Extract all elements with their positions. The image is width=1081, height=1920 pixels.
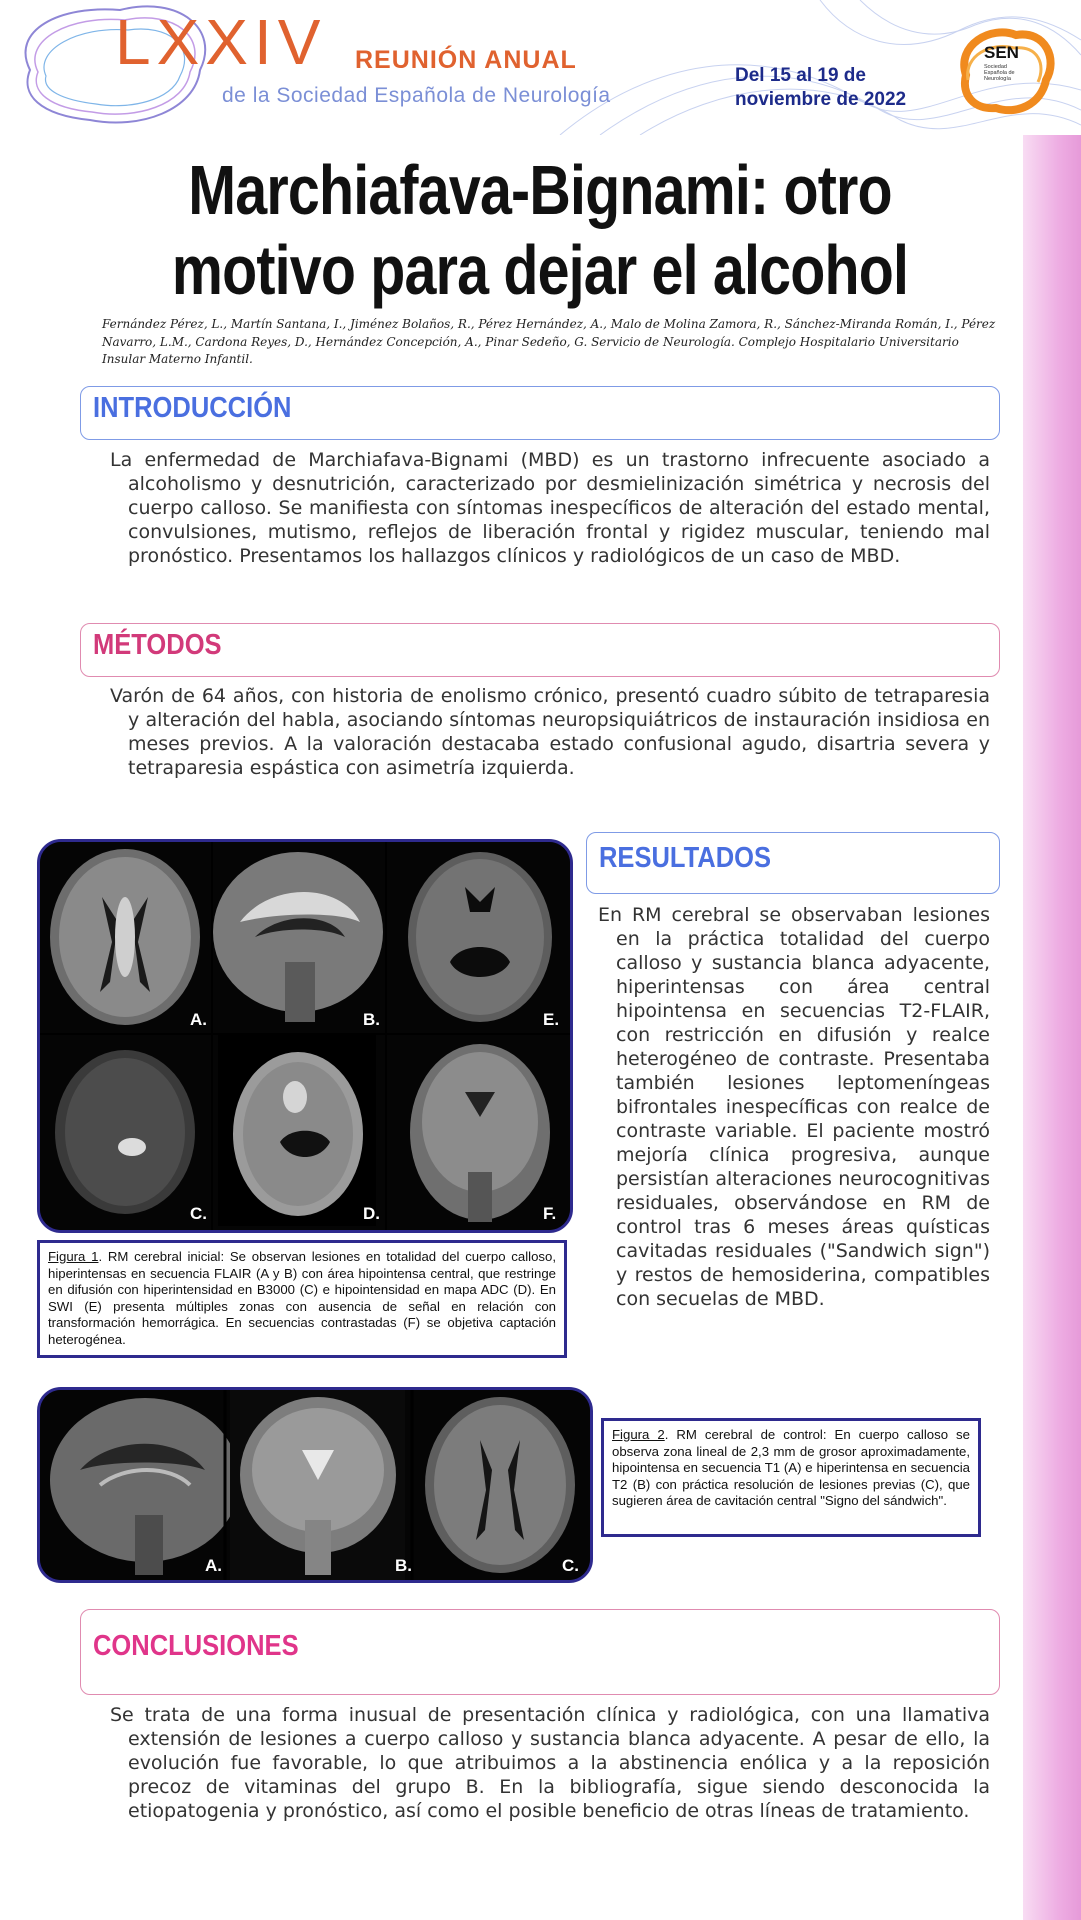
figure-2-label-a: A. bbox=[205, 1556, 222, 1575]
figure-1-caption-label: Figura 1 bbox=[48, 1249, 99, 1264]
decorative-side-strip bbox=[1023, 135, 1081, 1920]
title-line-2: motivo para dejar el alcohol bbox=[171, 231, 909, 309]
results-heading: RESULTADOS bbox=[599, 842, 772, 874]
poster-title bbox=[171, 150, 909, 310]
figure-1-mri-images bbox=[40, 842, 570, 1230]
conclusions-heading: CONCLUSIONES bbox=[93, 1630, 299, 1662]
conference-dates bbox=[735, 64, 906, 112]
conclusions-text: Se trata de una forma inusual de presentación clínica y radiológica, con una llamativa extensión de lesiones a cuerpo calloso y sustancia blanca adyacente. A pesar de ello, la evolución fue favorable, lo que atribuimos a la abstinencia enólica y a la reposición precoz de vitaminas del grupo B. En la bibliografía, sigue siendo desconocida la etiopatogenia y pronóstico, así como el posible beneficio de otras líneas de tratamiento. bbox=[110, 1704, 990, 1822]
sen-logo-subtext: Sociedad Española de Neurología bbox=[984, 64, 1015, 82]
results-text: En RM cerebral se observaban lesiones en la práctica totalidad del cuerpo calloso y sustancia blanca adyacente, hiperintensas con área central hipointensa en secuencias T2-FLAIR, con restricción en difusión y realce heterogéneo de contraste. Presentaba también lesiones leptomeníngeas bifrontales inespecíficas con realce de contraste variable. El paciente mostró mejoría clínica progresiva, aunque persistían alteraciones neurocognitivas residuales, observándose en RM de control tras 6 meses áreas quísticas cavitadas residuales ("Sandwich sign") y restos de hemosiderina, compatibles con secuelas de MBD. bbox=[598, 904, 990, 1310]
figure-1-mri-panel bbox=[37, 839, 573, 1233]
figure-2-caption bbox=[601, 1418, 981, 1537]
authors-affiliation: Fernández Pérez, L., Martín Santana, I., Jiménez Bolaños, R., Pérez Hernández, A., Malo de Molina Zamora, R., Sánchez-Miranda Román, I., Pérez Navarro, L.M., Cardona Reyes, D., Hernández Concepción, A., Pinar Sedeño, G. Servicio de Neurología. Complejo Hospitalario Universitario Insular Materno Infantil. bbox=[102, 317, 996, 366]
figure-2-label-c: C. bbox=[562, 1556, 579, 1575]
figure-1-label-a: A. bbox=[190, 1010, 207, 1029]
meeting-title: REUNIÓN ANUAL bbox=[355, 46, 577, 74]
figure-1-label-d: D. bbox=[363, 1204, 380, 1223]
conference-header bbox=[0, 0, 1081, 135]
edition-number: LXXIV bbox=[115, 6, 327, 78]
figure-1-label-b: B. bbox=[363, 1010, 380, 1029]
figure-1-label-c: C. bbox=[190, 1204, 207, 1223]
society-name: de la Sociedad Española de Neurología bbox=[222, 84, 611, 107]
figure-2-mri-panel bbox=[37, 1387, 593, 1583]
dates-line-1: Del 15 al 19 de bbox=[735, 65, 866, 86]
title-line-1: Marchiafava-Bignami: otro bbox=[188, 151, 892, 229]
intro-text: La enfermedad de Marchiafava-Bignami (MBD) es un trastorno infrecuente asociado a alcoholismo y desnutrición, caracterizado por desmielinización simétrica y necrosis del cuerpo calloso. Se manifiesta con síntomas inespecíficos de alteración del estado mental, convulsiones, mutismo, reflejos de liberación frontal y rigidez muscular, teniendo mal pronóstico. Presentamos los hallazgos clínicos y radiológicos de un caso de MBD. bbox=[110, 449, 990, 567]
figure-1-label-e: E. bbox=[543, 1010, 560, 1029]
figure-2-caption-label: Figura 2 bbox=[612, 1427, 665, 1442]
figure-2-label-b: B. bbox=[395, 1556, 412, 1575]
sen-logo-text: SEN bbox=[984, 43, 1019, 62]
figure-1-caption-text: . RM cerebral inicial: Se observan lesiones en totalidad del cuerpo calloso, hiperintensas en secuencia FLAIR (A y B) con área hipointensa central, que restringe en difusión con hiperintensidad en B3000 (C) e hipointensidad en mapa ADC (D). En SWI (E) presenta múltiples zonas con ausencia de señal en relación con transformación hemorrágica. En secuencias contrastadas (F) se objetiva captación heterogénea. bbox=[48, 1249, 556, 1347]
dates-line-2: noviembre de 2022 bbox=[735, 89, 907, 110]
methods-heading: MÉTODOS bbox=[93, 629, 222, 661]
figure-1-caption bbox=[37, 1240, 567, 1358]
figure-2-caption-text: . RM cerebral de control: En cuerpo calloso se observa zona lineal de 2,3 mm de grosor aproximadamente, hipointensa en secuencia T1 (A) e hiperintensa en secuencia T2 (B) con práctica resolución de lesiones previas (C), que sugieren área de cavitación central "Signo del sándwich". bbox=[612, 1427, 970, 1508]
methods-text: Varón de 64 años, con historia de enolismo crónico, presentó cuadro súbito de tetraparesia y alteración del habla, asociando síntomas neuropsiquiátricos de instauración insidiosa en meses previos. A la valoración destacaba estado confusional agudo, disartria severa y tetraparesia espástica con asimetría izquierda. bbox=[110, 685, 990, 779]
figure-2-mri-images bbox=[40, 1390, 590, 1580]
figure-1-label-f: F. bbox=[543, 1204, 557, 1223]
intro-heading: INTRODUCCIÓN bbox=[93, 392, 292, 424]
